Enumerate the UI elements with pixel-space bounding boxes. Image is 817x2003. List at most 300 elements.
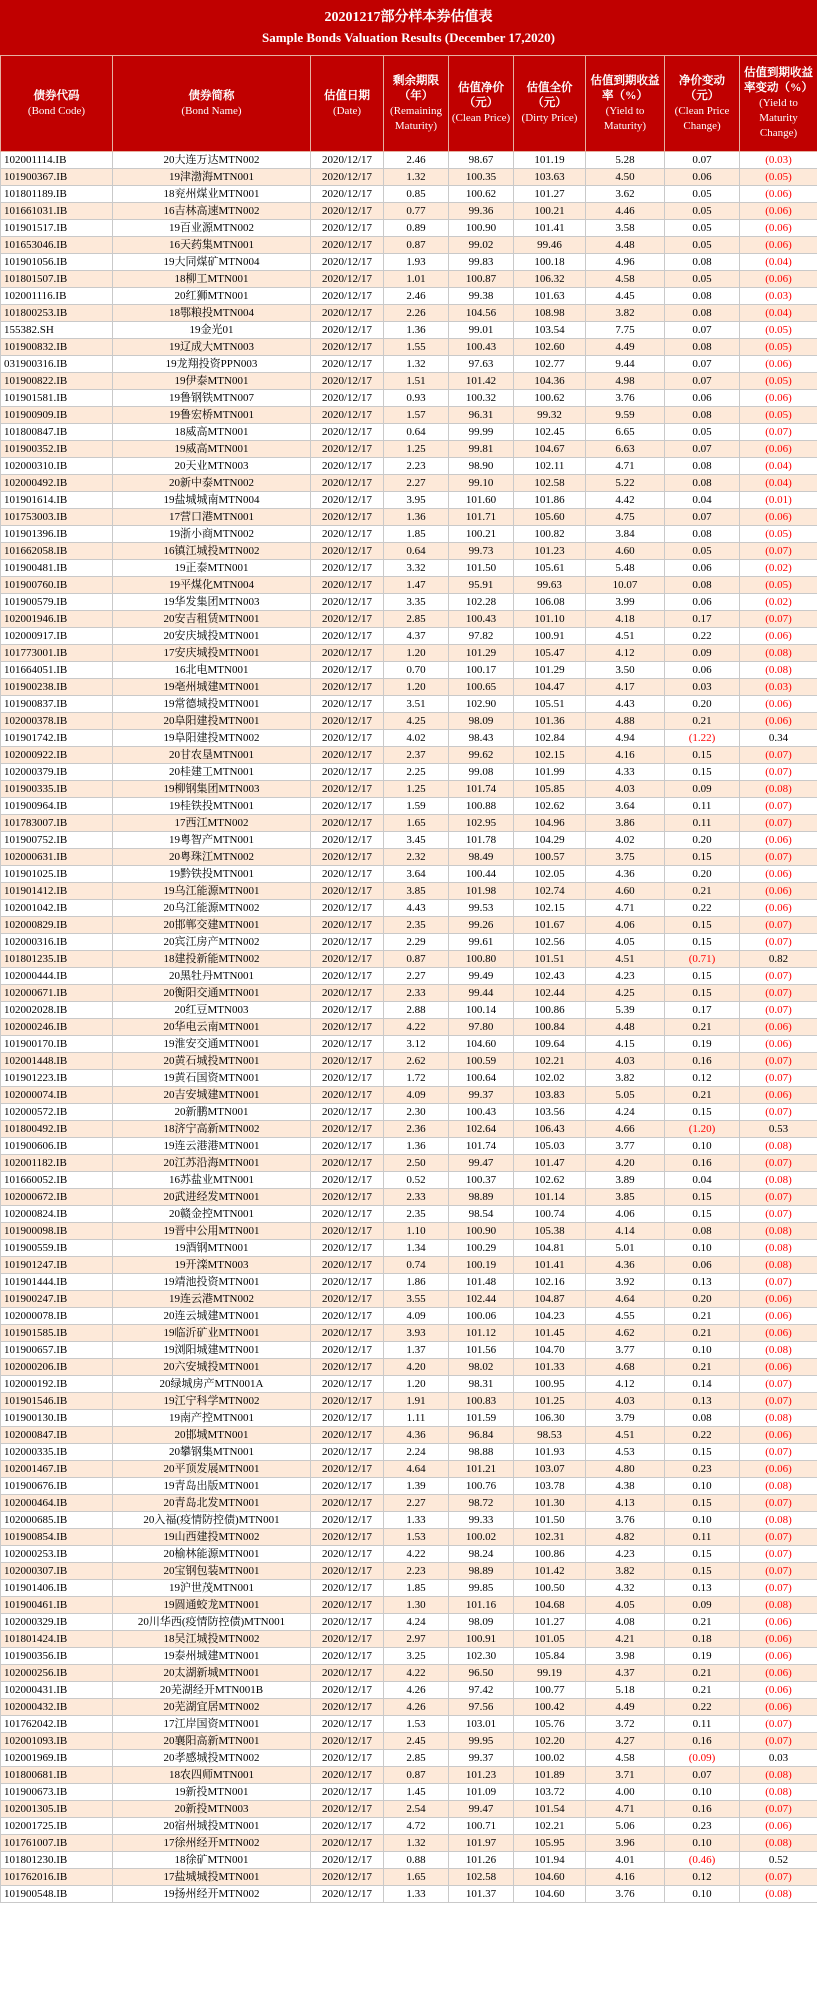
cell-bond-name: 20青岛北发MTN001 [113,1495,311,1512]
cell-clean-price: 99.62 [449,747,514,764]
cell-bond-name: 20六安城投MTN001 [113,1359,311,1376]
cell-clean-price: 96.31 [449,407,514,424]
cell-dirty-price: 102.43 [514,968,586,985]
table-row [1,1053,817,1070]
cell-yield-change: (0.08) [740,1886,817,1903]
cell-bond-name: 20邯郸交建MTN001 [113,917,311,934]
cell-bond-name: 20邯城MTN001 [113,1427,311,1444]
cell-dirty-price: 105.03 [514,1138,586,1155]
cell-yield-to-maturity: 5.05 [586,1087,665,1104]
cell-yield-to-maturity: 6.65 [586,424,665,441]
table-row [1,526,817,543]
cell-bond-code: 102000572.IB [1,1104,113,1121]
cell-remaining-maturity: 3.25 [384,1648,449,1665]
cell-yield-to-maturity: 4.60 [586,883,665,900]
cell-remaining-maturity: 1.25 [384,441,449,458]
cell-date: 2020/12/17 [311,492,384,509]
cell-clean-price-change: 0.07 [665,152,740,169]
cell-dirty-price: 104.68 [514,1597,586,1614]
cell-remaining-maturity: 1.91 [384,1393,449,1410]
cell-yield-change: (0.06) [740,1818,817,1835]
cell-dirty-price: 99.32 [514,407,586,424]
cell-yield-change: (0.08) [740,1784,817,1801]
cell-dirty-price: 104.60 [514,1886,586,1903]
cell-clean-price: 100.76 [449,1478,514,1495]
table-row [1,1427,817,1444]
table-row [1,560,817,577]
cell-date: 2020/12/17 [311,186,384,203]
cell-dirty-price: 101.99 [514,764,586,781]
table-row [1,1189,817,1206]
cell-clean-price-change: 0.15 [665,917,740,934]
cell-dirty-price: 102.62 [514,1172,586,1189]
cell-dirty-price: 99.63 [514,577,586,594]
cell-bond-code: 102000074.IB [1,1087,113,1104]
cell-dirty-price: 101.30 [514,1495,586,1512]
cell-clean-price-change: 0.08 [665,1223,740,1240]
cell-yield-change: (0.06) [740,628,817,645]
table-row [1,1784,817,1801]
cell-clean-price-change: 0.05 [665,271,740,288]
table-row [1,798,817,815]
cell-clean-price-change: 0.10 [665,1138,740,1155]
cell-date: 2020/12/17 [311,1750,384,1767]
table-row [1,271,817,288]
cell-bond-code: 102000829.IB [1,917,113,934]
cell-yield-to-maturity: 4.23 [586,1546,665,1563]
table-row [1,866,817,883]
cell-bond-code: 102000206.IB [1,1359,113,1376]
cell-clean-price: 100.29 [449,1240,514,1257]
header-row [1,56,817,152]
cell-bond-name: 17安庆城投MTN001 [113,645,311,662]
cell-dirty-price: 101.45 [514,1325,586,1342]
cell-yield-to-maturity: 4.49 [586,339,665,356]
cell-clean-price: 96.50 [449,1665,514,1682]
cell-dirty-price: 102.05 [514,866,586,883]
cell-bond-name: 18农四师MTN001 [113,1767,311,1784]
cell-clean-price-change: 0.15 [665,1563,740,1580]
cell-yield-to-maturity: 4.36 [586,1257,665,1274]
cell-date: 2020/12/17 [311,1206,384,1223]
cell-bond-name: 19青岛出版MTN001 [113,1478,311,1495]
cell-clean-price-change: 0.06 [665,560,740,577]
cell-date: 2020/12/17 [311,356,384,373]
cell-clean-price: 97.80 [449,1019,514,1036]
cell-clean-price: 98.49 [449,849,514,866]
table-row [1,424,817,441]
header-clean-price-change: 净价变动（元） (Clean Price Change) [665,56,740,152]
cell-remaining-maturity: 3.35 [384,594,449,611]
cell-bond-name: 19扬州经开MTN002 [113,1886,311,1903]
cell-clean-price: 99.47 [449,1801,514,1818]
table-row [1,1529,817,1546]
cell-bond-name: 19黄石国资MTN001 [113,1070,311,1087]
cell-clean-price-change: 0.07 [665,509,740,526]
cell-yield-to-maturity: 4.88 [586,713,665,730]
table-row [1,1682,817,1699]
cell-clean-price: 100.64 [449,1070,514,1087]
cell-clean-price: 100.62 [449,186,514,203]
table-row [1,696,817,713]
cell-date: 2020/12/17 [311,883,384,900]
cell-yield-to-maturity: 4.71 [586,900,665,917]
cell-yield-change: (0.07) [740,815,817,832]
cell-remaining-maturity: 1.36 [384,322,449,339]
cell-yield-change: (0.03) [740,288,817,305]
cell-bond-code: 101900832.IB [1,339,113,356]
cell-date: 2020/12/17 [311,1138,384,1155]
cell-bond-name: 20桂建工MTN001 [113,764,311,781]
cell-dirty-price: 98.53 [514,1427,586,1444]
cell-bond-name: 17江岸国资MTN001 [113,1716,311,1733]
cell-clean-price-change: 0.08 [665,339,740,356]
cell-remaining-maturity: 4.20 [384,1359,449,1376]
cell-clean-price: 101.74 [449,781,514,798]
cell-clean-price-change: 0.06 [665,390,740,407]
cell-clean-price: 103.01 [449,1716,514,1733]
cell-remaining-maturity: 2.50 [384,1155,449,1172]
cell-bond-code: 102002028.IB [1,1002,113,1019]
cell-remaining-maturity: 2.85 [384,611,449,628]
cell-clean-price: 100.65 [449,679,514,696]
cell-yield-change: (0.07) [740,1189,817,1206]
cell-clean-price: 101.48 [449,1274,514,1291]
cell-clean-price-change: 0.16 [665,1801,740,1818]
cell-clean-price: 100.91 [449,1631,514,1648]
cell-dirty-price: 102.21 [514,1818,586,1835]
cell-yield-change: (0.08) [740,1597,817,1614]
cell-bond-name: 16苏盐业MTN001 [113,1172,311,1189]
table-row [1,254,817,271]
cell-clean-price: 102.90 [449,696,514,713]
cell-yield-to-maturity: 4.64 [586,1291,665,1308]
cell-date: 2020/12/17 [311,1461,384,1478]
cell-yield-change: (0.07) [740,1546,817,1563]
cell-bond-name: 20连云城建MTN001 [113,1308,311,1325]
cell-yield-change: (0.05) [740,322,817,339]
cell-yield-change: (0.06) [740,1036,817,1053]
cell-clean-price-change: 0.20 [665,866,740,883]
cell-remaining-maturity: 4.26 [384,1699,449,1716]
cell-remaining-maturity: 2.36 [384,1121,449,1138]
cell-dirty-price: 104.96 [514,815,586,832]
cell-remaining-maturity: 1.93 [384,254,449,271]
cell-bond-name: 19连云港港MTN001 [113,1138,311,1155]
table-row [1,1801,817,1818]
cell-dirty-price: 102.74 [514,883,586,900]
cell-dirty-price: 100.82 [514,526,586,543]
cell-bond-code: 101901406.IB [1,1580,113,1597]
cell-clean-price-change: 0.08 [665,526,740,543]
table-row [1,322,817,339]
cell-date: 2020/12/17 [311,1529,384,1546]
cell-yield-to-maturity: 3.77 [586,1138,665,1155]
cell-yield-to-maturity: 4.17 [586,679,665,696]
cell-bond-name: 19阜阳建投MTN002 [113,730,311,747]
cell-date: 2020/12/17 [311,475,384,492]
cell-remaining-maturity: 1.37 [384,1342,449,1359]
cell-yield-to-maturity: 3.75 [586,849,665,866]
cell-bond-code: 101801424.IB [1,1631,113,1648]
cell-dirty-price: 100.84 [514,1019,586,1036]
cell-clean-price-change: 0.07 [665,322,740,339]
cell-yield-to-maturity: 4.68 [586,1359,665,1376]
cell-dirty-price: 101.19 [514,152,586,169]
cell-remaining-maturity: 3.51 [384,696,449,713]
cell-remaining-maturity: 4.02 [384,730,449,747]
cell-bond-code: 101900964.IB [1,798,113,815]
cell-bond-name: 16镇江城投MTN002 [113,543,311,560]
cell-bond-code: 102000078.IB [1,1308,113,1325]
cell-clean-price-change: 0.04 [665,492,740,509]
table-row [1,1869,817,1886]
cell-bond-name: 19平煤化MTN004 [113,577,311,594]
cell-clean-price: 97.82 [449,628,514,645]
cell-clean-price-change: 0.08 [665,475,740,492]
cell-date: 2020/12/17 [311,424,384,441]
cell-bond-name: 20阜阳建投MTN001 [113,713,311,730]
table-row [1,1359,817,1376]
cell-clean-price-change: 0.08 [665,577,740,594]
cell-remaining-maturity: 0.64 [384,543,449,560]
cell-bond-name: 19山西建投MTN002 [113,1529,311,1546]
cell-bond-code: 101783007.IB [1,815,113,832]
cell-clean-price-change: 0.19 [665,1036,740,1053]
cell-bond-code: 102000492.IB [1,475,113,492]
cell-yield-change: (0.08) [740,1478,817,1495]
cell-date: 2020/12/17 [311,458,384,475]
cell-yield-change: (0.07) [740,1733,817,1750]
cell-clean-price-change: 0.10 [665,1342,740,1359]
cell-dirty-price: 102.62 [514,798,586,815]
cell-dirty-price: 101.33 [514,1359,586,1376]
title-en: Sample Bonds Valuation Results (December 17,2020) [261,30,555,45]
cell-clean-price: 100.43 [449,339,514,356]
cell-yield-change: (0.07) [740,424,817,441]
cell-dirty-price: 101.27 [514,186,586,203]
table-row [1,747,817,764]
cell-remaining-maturity: 4.43 [384,900,449,917]
cell-dirty-price: 103.83 [514,1087,586,1104]
cell-yield-to-maturity: 4.12 [586,1376,665,1393]
cell-bond-name: 20新中泰MTN002 [113,475,311,492]
cell-remaining-maturity: 1.36 [384,509,449,526]
cell-bond-name: 20襄阳高新MTN001 [113,1733,311,1750]
cell-yield-to-maturity: 4.14 [586,1223,665,1240]
cell-date: 2020/12/17 [311,1835,384,1852]
cell-bond-name: 20黑牡丹MTN001 [113,968,311,985]
cell-remaining-maturity: 3.95 [384,492,449,509]
cell-dirty-price: 102.60 [514,339,586,356]
cell-dirty-price: 101.86 [514,492,586,509]
cell-clean-price: 98.02 [449,1359,514,1376]
cell-clean-price-change: 0.07 [665,373,740,390]
cell-remaining-maturity: 2.35 [384,917,449,934]
cell-dirty-price: 104.36 [514,373,586,390]
cell-clean-price: 98.72 [449,1495,514,1512]
cell-date: 2020/12/17 [311,560,384,577]
cell-bond-name: 19泰州城建MTN001 [113,1648,311,1665]
cell-bond-name: 16天药集MTN001 [113,237,311,254]
cell-dirty-price: 103.63 [514,169,586,186]
table-row [1,1291,817,1308]
cell-clean-price: 101.78 [449,832,514,849]
cell-clean-price-change: 0.06 [665,1257,740,1274]
cell-remaining-maturity: 4.09 [384,1087,449,1104]
cell-clean-price: 101.60 [449,492,514,509]
cell-remaining-maturity: 1.25 [384,781,449,798]
cell-bond-code: 102000847.IB [1,1427,113,1444]
cell-bond-code: 102001448.IB [1,1053,113,1070]
cell-date: 2020/12/17 [311,645,384,662]
cell-bond-name: 19靖池投资MTN001 [113,1274,311,1291]
cell-date: 2020/12/17 [311,1563,384,1580]
cell-dirty-price: 105.85 [514,781,586,798]
cell-yield-to-maturity: 4.75 [586,509,665,526]
cell-yield-to-maturity: 4.71 [586,458,665,475]
table-row [1,1631,817,1648]
cell-date: 2020/12/17 [311,1886,384,1903]
cell-yield-to-maturity: 3.58 [586,220,665,237]
table-row [1,730,817,747]
cell-bond-code: 101900548.IB [1,1886,113,1903]
cell-date: 2020/12/17 [311,594,384,611]
cell-date: 2020/12/17 [311,1240,384,1257]
cell-yield-to-maturity: 4.48 [586,237,665,254]
cell-remaining-maturity: 1.32 [384,1835,449,1852]
cell-bond-name: 20新投MTN003 [113,1801,311,1818]
cell-dirty-price: 99.19 [514,1665,586,1682]
table-row [1,1767,817,1784]
cell-clean-price: 99.02 [449,237,514,254]
cell-bond-name: 20甘农垦MTN001 [113,747,311,764]
cell-yield-to-maturity: 4.05 [586,934,665,951]
cell-remaining-maturity: 1.20 [384,645,449,662]
cell-dirty-price: 101.94 [514,1852,586,1869]
cell-bond-code: 101761007.IB [1,1835,113,1852]
table-row [1,1274,817,1291]
table-row [1,1512,817,1529]
cell-date: 2020/12/17 [311,1087,384,1104]
cell-date: 2020/12/17 [311,1478,384,1495]
cell-dirty-price: 101.42 [514,1563,586,1580]
cell-yield-to-maturity: 4.16 [586,1869,665,1886]
cell-clean-price: 102.30 [449,1648,514,1665]
cell-remaining-maturity: 0.93 [384,390,449,407]
cell-bond-name: 20乌江能源MTN002 [113,900,311,917]
table-row [1,577,817,594]
cell-clean-price: 101.12 [449,1325,514,1342]
table-row [1,1138,817,1155]
table-row [1,968,817,985]
cell-clean-price: 101.98 [449,883,514,900]
cell-clean-price-change: 0.07 [665,441,740,458]
cell-clean-price: 99.44 [449,985,514,1002]
cell-bond-name: 19桂铁投MTN001 [113,798,311,815]
cell-remaining-maturity: 4.24 [384,1614,449,1631]
table-row [1,611,817,628]
cell-date: 2020/12/17 [311,628,384,645]
cell-bond-name: 18鄂粮投MTN004 [113,305,311,322]
cell-remaining-maturity: 1.53 [384,1529,449,1546]
cell-remaining-maturity: 1.86 [384,1274,449,1291]
cell-dirty-price: 108.98 [514,305,586,322]
cell-bond-code: 101900579.IB [1,594,113,611]
table-row [1,781,817,798]
cell-remaining-maturity: 1.45 [384,1784,449,1801]
cell-yield-change: (0.05) [740,339,817,356]
cell-clean-price-change: 0.14 [665,1376,740,1393]
cell-yield-change: (0.06) [740,883,817,900]
cell-bond-name: 20芜湖宜居MTN002 [113,1699,311,1716]
cell-remaining-maturity: 2.62 [384,1053,449,1070]
table-row [1,1886,817,1903]
cell-clean-price-change: 0.07 [665,356,740,373]
cell-yield-to-maturity: 7.75 [586,322,665,339]
cell-date: 2020/12/17 [311,1393,384,1410]
cell-date: 2020/12/17 [311,1614,384,1631]
cell-bond-name: 20攀钢集MTN001 [113,1444,311,1461]
cell-bond-name: 19金光01 [113,322,311,339]
cell-yield-to-maturity: 4.03 [586,1393,665,1410]
cell-bond-code: 101801189.IB [1,186,113,203]
cell-remaining-maturity: 3.93 [384,1325,449,1342]
cell-yield-to-maturity: 4.96 [586,254,665,271]
cell-clean-price-change: 0.21 [665,883,740,900]
cell-yield-to-maturity: 5.48 [586,560,665,577]
cell-yield-to-maturity: 5.18 [586,1682,665,1699]
cell-remaining-maturity: 1.33 [384,1886,449,1903]
cell-yield-to-maturity: 5.06 [586,1818,665,1835]
table-row [1,934,817,951]
cell-yield-change: (0.07) [740,1495,817,1512]
cell-dirty-price: 106.32 [514,271,586,288]
cell-yield-change: (0.06) [740,186,817,203]
cell-yield-to-maturity: 3.76 [586,390,665,407]
cell-bond-name: 19连云港MTN002 [113,1291,311,1308]
cell-yield-to-maturity: 4.38 [586,1478,665,1495]
cell-bond-code: 102000329.IB [1,1614,113,1631]
cell-date: 2020/12/17 [311,1410,384,1427]
cell-bond-code: 101901247.IB [1,1257,113,1274]
table-row [1,985,817,1002]
cell-clean-price-change: 0.16 [665,1733,740,1750]
cell-yield-to-maturity: 4.05 [586,1597,665,1614]
cell-clean-price: 98.54 [449,1206,514,1223]
cell-yield-to-maturity: 4.82 [586,1529,665,1546]
cell-bond-code: 102000685.IB [1,1512,113,1529]
cell-bond-name: 20芜湖经开MTN001B [113,1682,311,1699]
header-dirty-price: 估值全价（元） (Dirty Price) [514,56,586,152]
table-row [1,917,817,934]
cell-yield-to-maturity: 4.03 [586,1053,665,1070]
cell-date: 2020/12/17 [311,1257,384,1274]
cell-clean-price-change: 0.12 [665,1869,740,1886]
cell-bond-name: 20宿州城投MTN001 [113,1818,311,1835]
cell-yield-change: (0.07) [740,1716,817,1733]
cell-dirty-price: 101.54 [514,1801,586,1818]
cell-dirty-price: 105.61 [514,560,586,577]
cell-clean-price-change: 0.04 [665,1172,740,1189]
cell-remaining-maturity: 2.24 [384,1444,449,1461]
cell-yield-to-maturity: 5.22 [586,475,665,492]
cell-remaining-maturity: 2.29 [384,934,449,951]
cell-remaining-maturity: 4.22 [384,1665,449,1682]
table-row [1,662,817,679]
cell-date: 2020/12/17 [311,1665,384,1682]
cell-clean-price-change: 0.22 [665,1699,740,1716]
